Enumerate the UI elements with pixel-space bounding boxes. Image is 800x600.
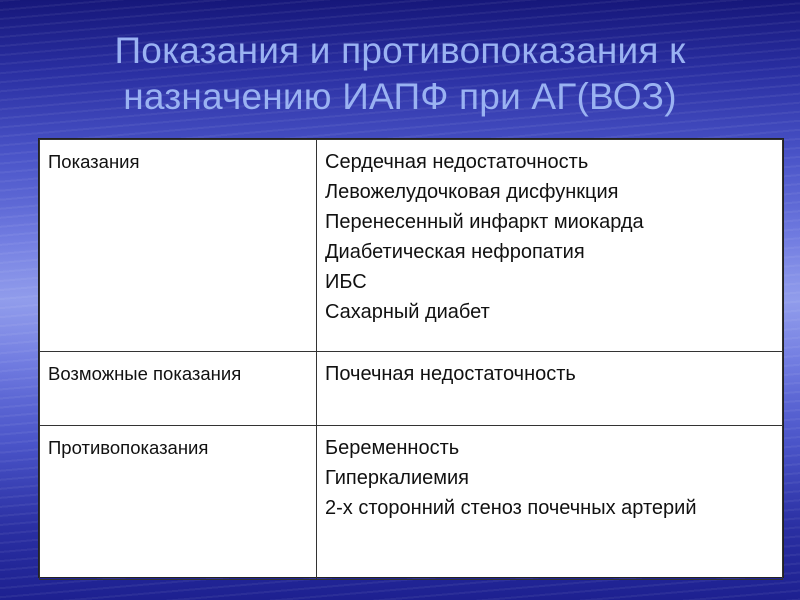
row-label-indications: Показания — [40, 140, 317, 352]
row-items-possible-indications — [317, 352, 783, 426]
row-items-contraindications — [317, 426, 783, 580]
list-item: Сахарный диабет — [325, 301, 490, 323]
list-item: Перенесенный инфаркт миокарда — [325, 211, 644, 233]
list-item: Левожелудочковая дисфункция — [325, 181, 619, 203]
list-item: Сердечная недостаточность — [325, 151, 589, 173]
row-items-indications — [317, 140, 783, 352]
row-label-possible-indications: Возможные показания — [40, 352, 317, 426]
table-row-possible-indications — [40, 352, 783, 426]
list-item: ИБС — [325, 271, 367, 293]
list-item: Беременность — [325, 437, 460, 459]
row-label-contraindications: Противопоказания — [40, 426, 317, 580]
slide-title: Показания и противопоказания к назначению ИАПФ при АГ(ВОЗ) — [114, 30, 686, 117]
list-item: Диабетическая нефропатия — [325, 241, 585, 263]
indications-table — [38, 138, 784, 578]
list-item: 2-х сторонний стеноз почечных артерий — [325, 497, 697, 519]
table-row-contraindications — [40, 426, 783, 580]
list-item: Гиперкалиемия — [325, 467, 469, 489]
table-row-indications — [40, 140, 783, 352]
list-item: Почечная недостаточность — [325, 363, 576, 385]
